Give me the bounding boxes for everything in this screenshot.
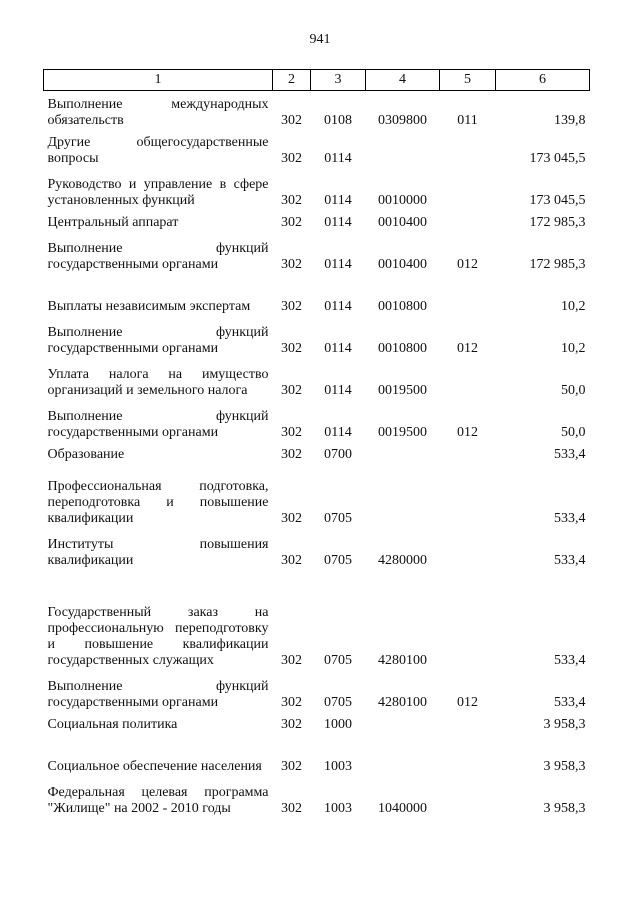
header-col-1: 1 xyxy=(44,70,273,91)
code-ministry: 302 xyxy=(281,193,302,208)
amount: 172 985,3 xyxy=(529,257,586,272)
code-target: 4280100 xyxy=(378,695,427,710)
amount: 533,4 xyxy=(554,695,586,710)
table-row xyxy=(44,129,590,167)
amount: 50,0 xyxy=(561,383,586,398)
table-header-row xyxy=(44,70,590,91)
header-col-5: 5 xyxy=(440,70,496,91)
code-section: 1000 xyxy=(324,717,352,732)
item-name: Уплата налога на имущество организаций и земельного налога xyxy=(47,367,269,398)
code-expense-type xyxy=(440,167,496,209)
table-row xyxy=(44,711,590,733)
item-name: Выполнение функций государственными органами xyxy=(47,409,269,440)
code-target: 4280100 xyxy=(378,653,427,668)
code-section: 0114 xyxy=(324,383,352,398)
code-expense-type xyxy=(440,711,496,733)
code-section: 0114 xyxy=(324,215,352,230)
code-ministry: 302 xyxy=(281,801,302,816)
code-section: 0114 xyxy=(324,299,352,314)
code-section: 0114 xyxy=(324,193,352,208)
item-name: Государственный заказ на профессиональную переподготовку и повышение квалификации государственных служащих xyxy=(47,605,269,668)
code-target: 0010400 xyxy=(378,257,427,272)
code-ministry: 302 xyxy=(281,341,302,356)
code-expense-type xyxy=(440,273,496,315)
code-ministry: 302 xyxy=(281,425,302,440)
code-expense-type xyxy=(440,775,496,817)
item-name: Выполнение международных обязательств xyxy=(47,97,269,128)
code-target: 0010800 xyxy=(378,299,427,314)
table-row xyxy=(44,273,590,315)
item-name: Выполнение функций государственными органами xyxy=(47,679,269,710)
amount: 533,4 xyxy=(554,447,586,462)
code-target: 0309800 xyxy=(378,113,427,128)
amount: 533,4 xyxy=(554,653,586,668)
code-expense-type xyxy=(440,357,496,399)
header-col-3: 3 xyxy=(311,70,366,91)
code-ministry: 302 xyxy=(281,695,302,710)
code-expense-type xyxy=(440,129,496,167)
code-target xyxy=(366,463,440,527)
amount: 533,4 xyxy=(554,511,586,526)
amount: 3 958,3 xyxy=(543,759,586,774)
amount: 10,2 xyxy=(561,341,586,356)
code-expense-type xyxy=(440,463,496,527)
code-section: 0705 xyxy=(324,553,352,568)
table-row xyxy=(44,441,590,463)
item-name: Выплаты независимым экспертам xyxy=(47,299,251,314)
amount: 50,0 xyxy=(561,425,586,440)
code-target: 0010400 xyxy=(378,215,427,230)
table-row xyxy=(44,357,590,399)
item-name: Центральный аппарат xyxy=(47,215,179,230)
item-name: Другие общегосударственные вопросы xyxy=(47,135,269,166)
item-name: Федеральная целевая программа "Жилище" на 2002 - 2010 годы xyxy=(47,785,269,816)
code-ministry: 302 xyxy=(281,383,302,398)
code-expense-type: 012 xyxy=(457,341,478,356)
item-name: Социальное обеспечение населения xyxy=(47,759,262,774)
table-row xyxy=(44,463,590,527)
code-target xyxy=(366,129,440,167)
amount: 3 958,3 xyxy=(543,801,586,816)
budget-table xyxy=(43,69,590,817)
amount: 173 045,5 xyxy=(529,151,586,166)
code-expense-type xyxy=(440,209,496,231)
table-row xyxy=(44,91,590,130)
code-section: 0108 xyxy=(324,113,352,128)
code-ministry: 302 xyxy=(281,215,302,230)
code-expense-type xyxy=(440,527,496,569)
code-ministry: 302 xyxy=(281,717,302,732)
table-row xyxy=(44,315,590,357)
header-col-2: 2 xyxy=(273,70,311,91)
amount: 3 958,3 xyxy=(543,717,586,732)
code-section: 0705 xyxy=(324,695,352,710)
item-name: Выполнение функций государственными органами xyxy=(47,241,269,272)
code-target: 0019500 xyxy=(378,383,427,398)
amount: 10,2 xyxy=(561,299,586,314)
code-ministry: 302 xyxy=(281,257,302,272)
table-row xyxy=(44,209,590,231)
amount: 173 045,5 xyxy=(529,193,586,208)
amount: 139,8 xyxy=(554,113,586,128)
code-expense-type: 011 xyxy=(457,113,478,128)
table-row xyxy=(44,733,590,775)
code-ministry: 302 xyxy=(281,447,302,462)
code-ministry: 302 xyxy=(281,299,302,314)
code-target: 4280000 xyxy=(378,553,427,568)
item-name: Образование xyxy=(47,447,125,462)
code-target: 0019500 xyxy=(378,425,427,440)
table-row xyxy=(44,231,590,273)
code-section: 0114 xyxy=(324,341,352,356)
code-expense-type xyxy=(440,733,496,775)
code-expense-type: 012 xyxy=(457,695,478,710)
code-target: 0010800 xyxy=(378,341,427,356)
code-section: 0114 xyxy=(324,425,352,440)
code-expense-type: 012 xyxy=(457,257,478,272)
code-ministry: 302 xyxy=(281,151,302,166)
code-target xyxy=(366,733,440,775)
code-target: 1040000 xyxy=(378,801,427,816)
amount: 533,4 xyxy=(554,553,586,568)
item-name: Выполнение функций государственными органами xyxy=(47,325,269,356)
code-ministry: 302 xyxy=(281,511,302,526)
code-target xyxy=(366,711,440,733)
table-row xyxy=(44,399,590,441)
code-ministry: 302 xyxy=(281,113,302,128)
table-row xyxy=(44,527,590,569)
code-section: 0114 xyxy=(324,257,352,272)
code-expense-type: 012 xyxy=(457,425,478,440)
table-row xyxy=(44,669,590,711)
table-row xyxy=(44,775,590,817)
code-section: 0114 xyxy=(324,151,352,166)
item-name: Институты повышения квалификации xyxy=(47,537,269,568)
code-section: 0700 xyxy=(324,447,352,462)
table-row xyxy=(44,167,590,209)
code-expense-type xyxy=(440,569,496,669)
code-section: 0705 xyxy=(324,653,352,668)
amount: 172 985,3 xyxy=(529,215,586,230)
code-ministry: 302 xyxy=(281,653,302,668)
code-target: 0010000 xyxy=(378,193,427,208)
code-target xyxy=(366,441,440,463)
table-row xyxy=(44,569,590,669)
code-section: 1003 xyxy=(324,759,352,774)
code-section: 0705 xyxy=(324,511,352,526)
code-section: 1003 xyxy=(324,801,352,816)
item-name: Руководство и управление в сфере установленных функций xyxy=(47,177,269,208)
header-col-6: 6 xyxy=(496,70,590,91)
page-number: 941 xyxy=(309,32,331,47)
code-ministry: 302 xyxy=(281,759,302,774)
header-col-4: 4 xyxy=(366,70,440,91)
code-ministry: 302 xyxy=(281,553,302,568)
item-name: Социальная политика xyxy=(47,717,178,732)
code-expense-type xyxy=(440,441,496,463)
item-name: Профессиональная подготовка, переподготовка и повышение квалификации xyxy=(47,479,269,526)
